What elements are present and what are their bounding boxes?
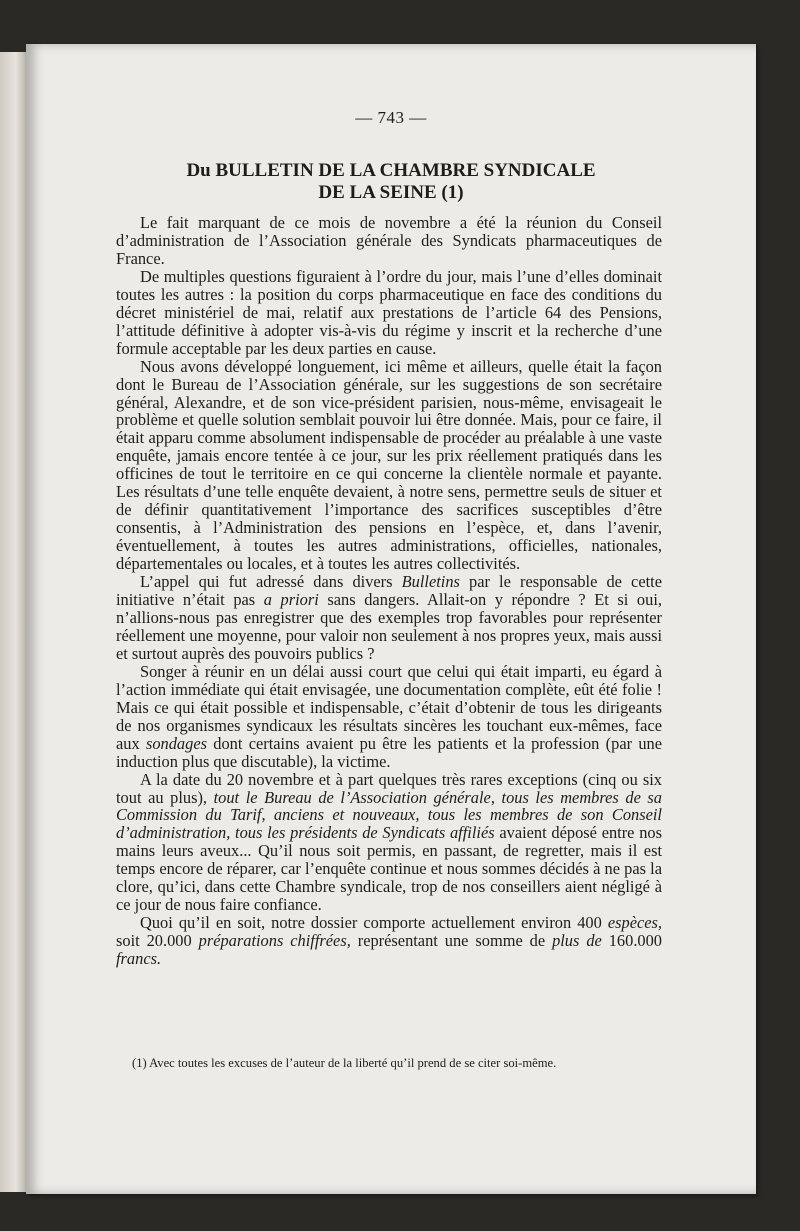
paragraph-7-text-g: 160.000 xyxy=(601,931,663,951)
paragraph-4-text-e: sans dangers. Allait-on y répondre ? Et si oui, n’allions-nous pas enregistrer que des exemples trop favorables pour représenter réellement une moyenne, pour valoir non seulement à nos propres yeux, mais aussi et surtout auprès des pouvoirs publics ? xyxy=(116,590,662,663)
paragraph-2: De multiples questions figuraient à l’ordre du jour, mais l’une d’elles dominait toutes les autres : la position du corps pharmaceutique en face des conditions du décret ministériel de mai, relatif aux prestations de l’article 64 des Pensions, l’attitude définitive à adopter vis-à-vis du régime y inscrit et la recherche d’une formule acceptable par les deux parties en cause. xyxy=(116,266,662,358)
paragraph-7-italic-plus-de: plus de xyxy=(552,931,602,951)
paragraph-7-italic-preparations: préparations chiffrées, xyxy=(198,931,351,951)
document-page xyxy=(26,44,756,1194)
paragraph-5 xyxy=(116,663,662,771)
title-line-2: DE LA SEINE (1) xyxy=(318,182,464,203)
paragraph-4-italic-a-priori: a priori xyxy=(263,590,319,610)
article-title xyxy=(26,160,756,204)
paragraph-4 xyxy=(116,573,662,663)
paragraph-1: Le fait marquant de ce mois de novembre a été la réunion du Conseil d’administration de l’Association générale des Syndicats pharmaceutiques de France. xyxy=(116,213,662,268)
paragraph-5-text-c: dont certains avaient pu être les patients et la profession (par une induction plus que discutable), la victime. xyxy=(116,733,663,771)
paragraph-7-italic-francs: francs. xyxy=(116,949,162,969)
paragraph-7-text-c: soit 20.000 xyxy=(116,931,199,951)
paragraph-4-italic-bulletins: Bulletins xyxy=(401,572,460,592)
paragraph-5-text-a: Songer à réunir en un délai aussi court que celui qui était imparti, eu égard à l’action immédiate qui était envisagée, une documentation complète, eût été folie ! Mais ce qui était possible et indispensable, c’était d’obtenir de tous les dirigeants de nos organismes syndicaux les résultats sincères les touchant eux-mêmes, face aux xyxy=(116,661,662,753)
paragraph-4-text-c: par le responsable de cette initiative n’était pas xyxy=(116,572,662,610)
paragraph-4-text-a: L’appel qui fut adressé dans divers xyxy=(140,572,402,592)
paragraph-7-italic-especes: espèces, xyxy=(607,913,662,933)
paragraph-7 xyxy=(116,914,662,968)
page-number: — 743 — xyxy=(355,108,427,127)
article-body xyxy=(116,214,662,968)
paragraph-7-text-e: représentant une somme de xyxy=(350,931,553,951)
footnote: (1) Avec toutes les excuses de l’auteur de la liberté qu’il prend de se citer soi-même. xyxy=(132,1056,557,1070)
paragraph-3: Nous avons développé longuement, ici même et ailleurs, quelle était la façon dont le Bureau de l’Association générale, sur les suggestions de son secrétaire général, Alexandre, et de son vice-président parisien, nous-même, envisageait le problème et quelle solution semblait pouvoir lui être donnée. Mais, pour ce faire, il était apparu comme absolument indispensable de procéder au préalable à une vaste enquête, jamais encore tentée à ce jour, sur les prix réellement pratiqués dans les officines de tout le territoire en ce qui concerne la clientèle normale et payante. Les résultats d’une telle enquête devaient, à notre sens, permettre seuls de situer et de définir quantitativement l’importance des sacrifices susceptibles d’être consentis, à l’Administration des pensions en l’espèce, et, dans l’avenir, éventuellement, à toutes les autres administrations, officielles, nationales, départementales ou locales, et à toutes les autres collectivités. xyxy=(116,356,662,574)
left-page-edge xyxy=(0,52,26,1192)
paragraph-7-text-a: Quoi qu’il en soit, notre dossier comporte actuellement environ 400 xyxy=(140,913,608,933)
title-line-1: Du BULLETIN DE LA CHAMBRE SYNDICALE xyxy=(186,160,596,181)
paragraph-6-text-a: A la date du 20 novembre et à part quelques très rares exceptions (cinq ou six tout au plus), xyxy=(116,769,662,807)
paragraph-6 xyxy=(116,771,662,915)
paragraph-5-italic-sondages: sondages xyxy=(145,733,207,753)
paragraph-6-text-c: avaient déposé entre nos mains leurs aveux... Qu’il nous soit permis, en passant, de regretter, mais il est temps encore de réparer, car l’enquête continue et nous sommes décidés à ne pas la clore, qu’ici, dans cette Chambre syndicale, trop de nos conseillers aient négligé à ce jour de nous faire confiance. xyxy=(116,823,662,915)
paragraph-6-italic-list: tout le Bureau de l’Association générale, tous les membres de sa Commission du Tarif, anciens et nouveaux, tous les membres de son Conseil d’administration, tous les présidents de Syndicats affiliés xyxy=(116,787,662,843)
